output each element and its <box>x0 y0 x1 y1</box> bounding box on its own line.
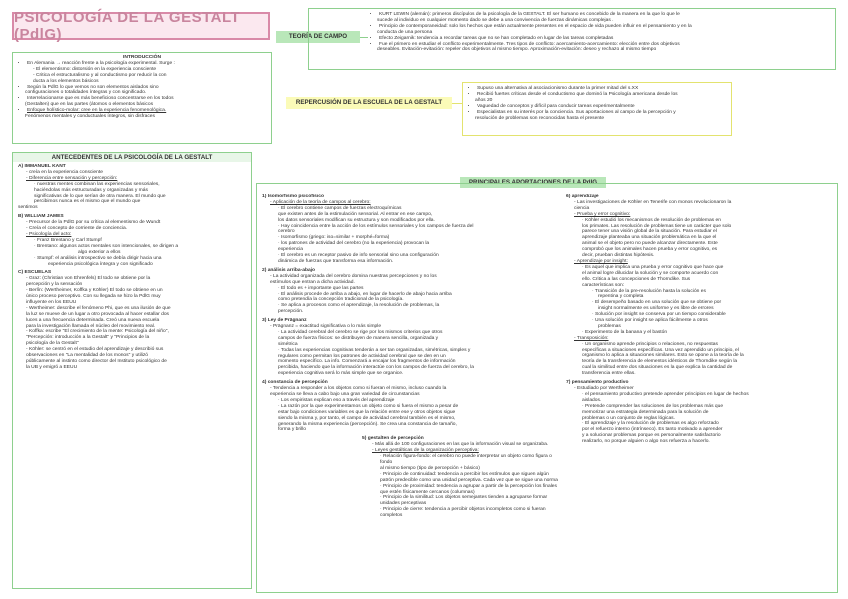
antecedentes-line: - Wertheimer: describe el fenómeno Phi, que es una ilusión de que <box>26 305 171 311</box>
aportaciones-line: - La actividad organizada del cerebro domina nuestras percepciones y no los <box>270 273 437 279</box>
aportaciones-line: problemas o un conjunto de reglas lógicas. <box>582 415 675 421</box>
teoria-campo-content <box>369 12 829 53</box>
aportaciones-line: · Principio de continuidad: tendencia a percibir los estímulos que siguen algún <box>380 471 549 477</box>
repercusion-line: • Recibió fuertes críticas desde el conductismo que dominó la Psicología americana desde los <box>477 92 727 98</box>
aportaciones-line: estímulos que entran a dicha actividad. <box>270 279 355 285</box>
aportaciones-line: · Todas las experiencias cognitivas tenderán a ser tan organizadas, simétricas, simples y <box>278 347 471 353</box>
antecedentes-tag: ANTECEDENTES DE LA PSICOLOGÍA DE LA GESTALT <box>13 153 251 162</box>
antecedentes-line: - Koffka: escribe "El crecimiento de la mente: Psicología del niño", <box>26 329 169 335</box>
teoria-campo-line: deseables. Evitación-evitación: repeler dos objetivos al mismo tiempo. Aproximación-evitación: deseo y rechazo al mismo tiempo <box>377 47 657 53</box>
aportaciones-line: características son: <box>582 282 625 288</box>
aportaciones-line: 5) gestalten de percepción <box>362 436 424 442</box>
antecedentes-line: · Brentano: algunos actos mentales son intencionales, se dirigen a <box>34 243 179 249</box>
aportaciones-line: - Las investigaciones de Köhler en Tenerife con monos revolucionaron la <box>574 199 732 205</box>
antecedentes-line: luces a una frecuencia determinada. Creó una nueva escuela <box>26 317 160 323</box>
teoria-campo-line: • KURT LEWIN (alemán): primeros discípulos de la psicología de la GESTALT. El ser humano es concebido de la manera en la que lo que le <box>379 12 829 18</box>
aportaciones-line: experiencia cognitiva será lo más simple que se organice. <box>278 371 404 377</box>
aportaciones-line: · Una solución por insight se aplica fácilmente a otros <box>592 318 708 324</box>
aportaciones-line: cual la similitud entre dos situaciones es la que explica la cantidad de <box>582 365 733 371</box>
aportaciones-line: · Principio de la similitud: Los objetos semejantes tienden a agruparse formar <box>380 495 548 501</box>
aportaciones-line: · El todo es + importante que las partes <box>278 285 364 291</box>
teoria-campo-tag: TEORÍA DE CAMPO <box>276 31 360 43</box>
antecedentes-line: psicología de la Gestalt" <box>26 341 79 347</box>
aportaciones-line: completos <box>380 513 403 519</box>
aportaciones-line: parece tener una visión global de la situación. Para estudiar el <box>582 229 717 235</box>
teoria-campo-line: sucede al individuo en cualquier momento dado se debe a una convivencia de fuerzas dinámicas complejas . <box>377 17 614 23</box>
aportaciones-line: cerebro <box>278 229 295 235</box>
aportaciones-line: insight normalmente es uniforme y es libre de errores <box>598 306 714 312</box>
aportaciones-line: 2) análisis arriba-abajo <box>262 267 316 273</box>
aportaciones-line: estar bajo condiciones variables es que la relación entre ese y otros objetos sigue <box>278 409 456 415</box>
aportaciones-line: generando la misma experiencia (percepción). Se crea una constancia de tamaño, <box>278 421 457 427</box>
aportaciones-line: - Prueba y error cognitivo: <box>574 211 631 217</box>
intro-line: ducta a los elementos básicos <box>33 78 99 84</box>
aportaciones-line: 4) constancia de percepción <box>262 380 328 386</box>
page-title-box <box>12 9 270 43</box>
aportaciones-line: - Aprendizaje por insight: <box>574 258 628 264</box>
aportaciones-line: experiencia <box>278 247 304 253</box>
aportaciones-line: · Relación figura-fondo: el cerebro no puede interpretar un objeto como figura o fondo <box>380 454 552 465</box>
intro-line: Fenómenos mentales y conductuales íntegros, sin disfraces <box>25 114 155 120</box>
aportaciones-line: · Pretende comprender las soluciones de los problemas más que <box>582 403 724 409</box>
aportaciones-line: campos de fuerza físicos: se distribuyen de manera sencilla, organizada y <box>278 335 439 341</box>
repercusion-content <box>467 86 727 121</box>
antecedentes-line: A) IMMANUEL KANT <box>18 164 66 169</box>
aportaciones-line: · La razón por la que experimentamos un objeto como si fuera el mismo a pesar de <box>278 403 459 409</box>
aportaciones-line: el animal logre dilucidar la solución y se comporte acuerdo con <box>582 270 719 276</box>
antecedentes-box <box>12 152 252 589</box>
aportaciones-line: · Es aquel que implica una prueba y error cognitivo que hace que <box>582 264 724 270</box>
antecedentes-line: - Berlín: (Wertheimer, Koffka y Köhler) El todo se obtiene en un <box>26 288 163 294</box>
aportaciones-line: - Estudiado por Wertheimer <box>574 386 634 391</box>
aportaciones-line: por el refuerzo interno (intrínseco). Es tanto motivado a aprender <box>582 427 723 433</box>
antecedentes-line: significativas de lo que serían de otra manera. El mundo que <box>34 193 166 199</box>
aportaciones-line: · Köhler estudió los mecanismos de resolución de problemas en <box>582 217 721 223</box>
antecedentes-line: · Stumpf: el análisis introspectivo se debía dirigir hacia una <box>34 255 162 261</box>
antecedentes-line: - Diferencia entre sensación y percepción: <box>26 175 118 181</box>
aportaciones-line: experiencia se lleva a cabo bajo una gran variedad de circunstancias <box>270 392 420 397</box>
repercusion-line: • Supuso una alternativa al asociacionismo durante la primer mitad del s.XX <box>477 86 727 92</box>
intro-line: • Interrelacionarse que es más beneficioso concentrarse en los todos <box>27 96 267 102</box>
aportaciones-line: · El análisis procede de arriba a abajo, en lugar de hacerlo de abajo hacia arriba <box>278 291 452 297</box>
aportaciones-line: · Hay coincidencia entre la acción de los estímulos sensoriales y los campos de fuerza del <box>278 223 474 229</box>
antecedentes-line: B) WILLIAM JAMES <box>18 214 64 220</box>
aportaciones-line: que existen antes de la estimulación sensorial. Al entrar en ese campo, <box>278 211 433 217</box>
antecedentes-line: la luz se mueve de un lugar a otro provocada al hacer estallar dos <box>26 311 169 317</box>
intro-line: • Enfoque holístico-molar: cree en la experiencia fenomenológica. <box>27 108 267 114</box>
antecedentes-line: - Psicología del acto: <box>26 231 72 237</box>
aportaciones-line: simétrica <box>278 341 298 347</box>
aportaciones-line: · los patrones de actividad del cerebro (no la experiencia) provocan la <box>278 241 430 247</box>
aportaciones-line: memorizar una estrategia determinada para la solución de <box>582 409 709 415</box>
aportaciones-line: · El aprendizaje y la resolución de problemas es algo reforzado <box>582 421 719 427</box>
antecedentes-line: - Creía el concepto de corriente de conciencia. <box>26 226 128 232</box>
aportaciones-line: · Experimento de la banana y el bastón <box>582 329 668 335</box>
repercusion-line: resolución de problemas son reconocidas hasta el presente <box>475 115 605 121</box>
antecedentes-line: percepción y la sensación <box>26 282 83 288</box>
aportaciones-line: - Leyes gestálticas de la organización perceptiva: <box>372 448 479 454</box>
aportaciones-line: · el pensamiento productivo pretende aprender principios en lugar de hechos <box>582 391 749 397</box>
antecedentes-line: sentimos <box>18 205 38 211</box>
aportaciones-line: · Transición de la pre-resolución hasta la solución es <box>592 288 706 294</box>
repercusion-line: • Especialistas en su interés por la conciencia. Sus aportaciones al campo de la percepción y <box>477 110 727 116</box>
repercusion-connector <box>452 103 462 104</box>
aportaciones-line: momento específico. La info. Comenzará a encajar los fragmentos de información <box>278 359 456 365</box>
page-title: PSICOLOGÍA DE LA GESTALT (PdlG) <box>14 9 241 43</box>
antecedentes-line: "Percepción: introducción a la Gestalt" y "Principios de la <box>26 335 150 341</box>
antecedentes-line: · nuestras mentes combinan las experiencias sensoriales, <box>34 181 160 187</box>
antecedentes-line: haciéndolas más estructuradas y organizadas y más <box>34 187 148 193</box>
intro-box <box>12 52 272 144</box>
antecedentes-line: único proceso perceptivo. Con su llegada se hizo la PdlG muy <box>26 294 161 300</box>
repercusion-line: años 20 <box>475 97 493 103</box>
repercusion-box <box>462 82 732 136</box>
antecedentes-line: - Graz: (Christian von Ehrenfels) El todo se obtiene por la <box>26 276 151 282</box>
aportaciones-line: · El cerebro contiene campos de fuerzas electroquímicas <box>278 205 402 211</box>
repercusion-tag: REPERCUSIÓN DE LA ESCUELA DE LA GESTALT <box>286 97 452 109</box>
aportaciones-line: ello. Critica a las concepciones de Thorndike. Sus <box>582 276 691 282</box>
aportaciones-line: - Tendencia a responder a los objetos como si fueran el mismo, incluso cuando la <box>270 386 447 392</box>
aportaciones-line: - Prägnanz = exactitud significativa o lo más simple <box>270 324 382 330</box>
intro-line: - El elementismo: distorsión en la experiencia consciente <box>33 66 157 72</box>
aportaciones-line: transferencia entre ellas. <box>582 371 636 377</box>
aportaciones-line: · Principio de proximidad: tendencia a agrupar a partir de la percepción los finales <box>380 483 557 489</box>
aportaciones-line: los datos sensoriales modifican su estructura y son modificados por ella. <box>278 217 435 223</box>
intro-line: • Según la PdlG lo que vemos no son elementos aislados sino <box>27 85 267 91</box>
aportaciones-col2 <box>566 194 834 514</box>
aportaciones-line: al mismo tiempo (tipo de percepción + básico) <box>380 465 480 471</box>
aportaciones-line: · Los empiristas explican eso a través del aprendizaje <box>278 397 395 403</box>
antecedentes-line: percibimos nunca es el mismo que el mundo que <box>34 199 141 205</box>
aportaciones-line: forma y brillo <box>278 427 306 433</box>
antecedentes-line: - Precursor de la PdlG por su crítica al elementismo de Wundt <box>26 220 161 226</box>
aportaciones-line: dinámica de fuerzas que transforma esa información. <box>278 258 394 264</box>
intro-line: configuraciones o totalidades íntegras y con significado. <box>25 90 147 96</box>
teoria-campo-line: conducta de una persona <box>377 29 433 35</box>
aportaciones-line: que estén físicamente cercanos (columnas) <box>380 489 475 495</box>
antecedentes-line: - Köhler: se centró en el estudio del aprendizaje y describió sus <box>26 347 164 353</box>
aportaciones-line: - Más allá de 100 configuraciones en las que la información visual se organizaba. <box>372 442 549 448</box>
aportaciones-line: siendo la misma y, por tanto, el campo de actividad cerebral también es el mismo, <box>278 415 456 421</box>
aportaciones-line: patrón predecible como una unidad perceptiva. Cada vez que se sigue una norma <box>380 477 558 483</box>
repercusion-line: • Vaguedad de conceptos y difícil para conducir tareas experimentalmente <box>477 104 727 110</box>
aportaciones-line: realizarlo, no porque alguien o algo nos refuerza a hacerlo. <box>582 439 710 445</box>
aportaciones-line: regulares como permitan los patrones de actividad cerebral que se den en un <box>278 353 446 359</box>
intro-line: - Critica el estructuralismo y al conductismo por reducir la con <box>33 72 167 78</box>
aportaciones-tag: PRINCIPALES APORTACIONES DE LA PdlG <box>460 177 606 188</box>
aportaciones-line: aprendizaje planteaba una situación problemática en la que el <box>582 235 717 241</box>
aportaciones-col1 <box>262 194 562 590</box>
aportaciones-line: · Isomorfismo (griego: iso=similar + morphé=forma) <box>278 235 390 241</box>
antecedentes-line: experiencia psicológica íntegra y con significado <box>48 261 153 267</box>
aportaciones-line: · Se aplica a procesos como el aprendizaje, la resolución de problemas, la <box>278 303 440 309</box>
aportaciones-line: problemas <box>598 323 621 329</box>
antecedentes-content <box>18 164 246 371</box>
aportaciones-line: aislados. <box>582 397 602 403</box>
teoria-campo-box <box>308 8 836 70</box>
antecedentes-line: públicamente al instinto como director del Instituto psicológico de <box>26 359 167 364</box>
aportaciones-line: ciencia <box>574 205 590 211</box>
aportaciones-line: teoría de la transferencia de elementos idénticos de Thorndike según la <box>582 359 738 365</box>
aportaciones-line: - Transposición: <box>574 335 609 341</box>
aportaciones-line: animal se el objeto pero no puede alcanzar directamente. Este <box>582 241 718 247</box>
aportaciones-line: como pretendía la concepción tradicional de la psicología. <box>278 297 404 303</box>
antecedentes-line: observaciones en "La mentalidad de los monos" y utilizó <box>26 353 149 359</box>
aportaciones-line: · El desempeño basado en una solución que se obtiene por <box>592 300 722 306</box>
intro-line: (Gestalten) que en las partes (átomos o elementos básicos <box>25 102 154 108</box>
aportaciones-line: · Principio de cierre: tendencia a percibir objetos incompletos como si fueran <box>380 507 546 513</box>
aportaciones-line: percibida, haciendo que la información interactúe con los campos de fuerza del cerebro, la <box>278 365 475 371</box>
teoria-campo-line: • Efecto Zeigarnik: tendencia a recordar tareas que no se han completado en lugar de las tareas completadas <box>379 36 829 42</box>
teoria-campo-line: • Principio de contemporaneidad: solo los hechos que están actualmente presentes en el espacio de vida pueden influir en el pensamiento y en la <box>379 24 829 30</box>
antecedentes-line: para la investigación llamada el núcleo del movimiento real. <box>26 323 156 329</box>
aportaciones-line: unidades perceptivas <box>380 501 427 507</box>
intro-line: • En Alemania → reacción frente a la psicología experimental. Surge : <box>27 61 267 67</box>
antecedentes-line: la UB y emigró a EEUU <box>26 364 78 370</box>
antecedentes-line: algo exterior a ellos <box>78 249 121 255</box>
aportaciones-line: 7) pensamiento productivo <box>566 380 629 386</box>
aportaciones-line: 3) Ley de Prägnanz <box>262 318 307 324</box>
aportaciones-line: · La actividad cerebral del cerebro se rige por los mismos criterios que otros <box>278 329 443 335</box>
teoria-campo-line: • Fue el primero en estudiar el conflicto experimentalmente. Tres tipos de conflicto: acercamiento-acercamiento: elección entre dos objetivos <box>379 42 829 48</box>
aportaciones-line: · Solución por insight se conserva por un tiempo considerable <box>592 312 726 318</box>
aportaciones-line: - Aplicación de la teoría de campos al cerebro: <box>270 199 371 205</box>
intro-heading: INTRODUCCIÓN <box>122 55 162 60</box>
antecedentes-line: C) ESCUELAS <box>18 270 52 276</box>
aportaciones-line: percepción. <box>278 309 304 315</box>
aportaciones-line: decir, prueban distintas hipótesis. <box>582 253 655 259</box>
aportaciones-line: y a solucionar problemas porque es personalmente satisfactorio <box>582 433 721 439</box>
aportaciones-line: 6) aprendizaje <box>566 194 599 199</box>
aportaciones-line: específicas a situaciones específicas. Una vez aprendido un principio, el <box>582 347 739 353</box>
antecedentes-line: · Franz Brentano y Carl Stumpf <box>34 237 102 243</box>
aportaciones-line: · El cerebro es un receptor pasivo de info sensorial sino una configuración <box>278 253 439 259</box>
antecedentes-line: - creía en la experiencia consciente <box>26 169 103 175</box>
antecedentes-line: influyente en los EEUU <box>26 299 77 305</box>
aportaciones-line: 1) Isomorfismo psicofísico <box>262 194 324 199</box>
aportaciones-line: los primates. Las resolución de problemas tiene un carácter que solo <box>582 223 732 229</box>
intro-content <box>17 55 267 120</box>
aportaciones-line: organismo lo aplica a situaciones similares. Esto se opone a la teoría de la <box>582 353 744 359</box>
aportaciones-line: comprobó que los animales hacen prueba y error cognitivo, es <box>582 247 718 253</box>
aportaciones-line: · Un organismo aprende principios o relaciones, no respuestas <box>582 341 718 347</box>
aportaciones-line: repentina y completa <box>598 294 644 300</box>
